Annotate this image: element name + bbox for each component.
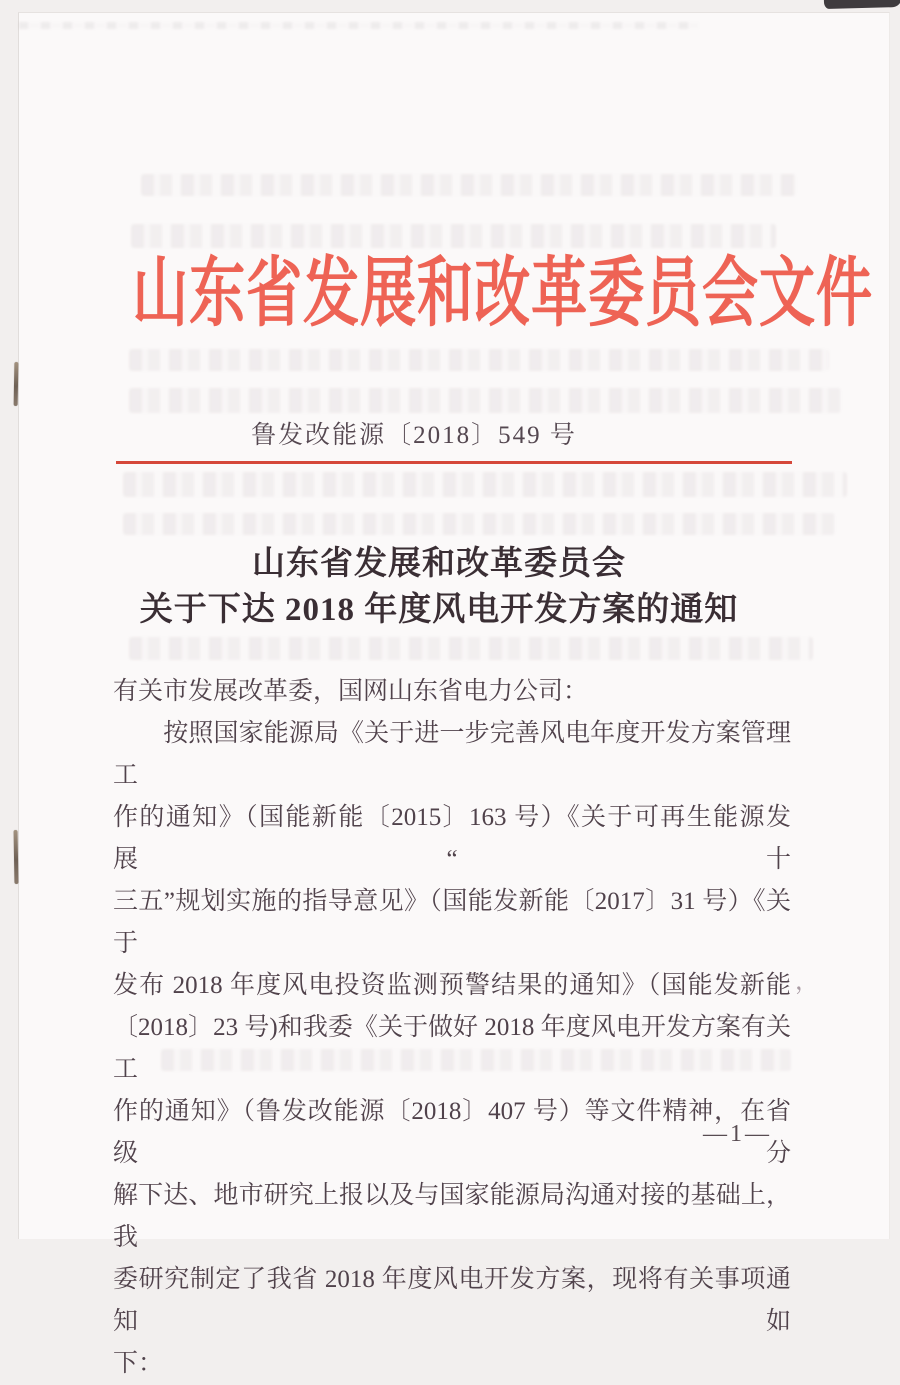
document-title [19, 541, 859, 633]
margin-comma-mark: ， [795, 969, 819, 995]
bleedthrough-line [123, 472, 847, 497]
document-page [18, 12, 890, 1377]
document-title-line2: 关于下达 2018 年度风电开发方案的通知 [139, 592, 739, 628]
bleedthrough-line [123, 513, 835, 535]
red-divider-line [116, 461, 792, 464]
body-line: 作的通知》（鲁发改能源〔2018〕407 号）等文件精神，在省级分 [113, 1098, 791, 1167]
bleedthrough-line [131, 224, 776, 248]
scanner-edge-smudge [824, 0, 900, 9]
page-number: —1— [703, 1121, 772, 1147]
salutation-line: 有关市发展改革委，国网山东省电力公司： [113, 678, 589, 705]
bleedthrough-line [129, 637, 813, 660]
body-paragraph [113, 713, 791, 1385]
body-line: 三五”规划实施的指导意见》（国能发新能〔2017〕31 号）《关于 [113, 888, 791, 957]
body-line: 〔2018〕23 号)和我委《关于做好 2018 年度风电开发方案有关工 [113, 1014, 791, 1083]
document-reference-number: 鲁发改能源〔2018〕549 号 [251, 422, 577, 449]
bleedthrough-line [129, 349, 829, 371]
body-line: 委研究制定了我省 2018 年度风电开发方案，现将有关事项通知如 [113, 1266, 791, 1335]
body-line: 发布 2018 年度风电投资监测预警结果的通知》（国能发新能 [113, 972, 791, 999]
bleedthrough-line [141, 174, 796, 196]
agency-letterhead-title: 山东省发展和改革委员会文件 [132, 252, 873, 336]
body-line: 作的通知》（国能新能〔2015〕163 号）《关于可再生能源发展“十 [113, 804, 791, 873]
body-line: 解下达、地市研究上报以及与国家能源局沟通对接的基础上，我 [113, 1182, 791, 1251]
body-line: 下： [113, 1350, 164, 1377]
document-title-line1: 山东省发展和改革委员会 [252, 546, 626, 582]
bleedthrough-line [129, 388, 841, 413]
document-body [113, 671, 791, 1385]
scan-top-streak [19, 22, 699, 29]
staple-top [14, 362, 19, 406]
body-line: 按照国家能源局《关于进一步完善风电年度开发方案管理工 [113, 720, 791, 789]
